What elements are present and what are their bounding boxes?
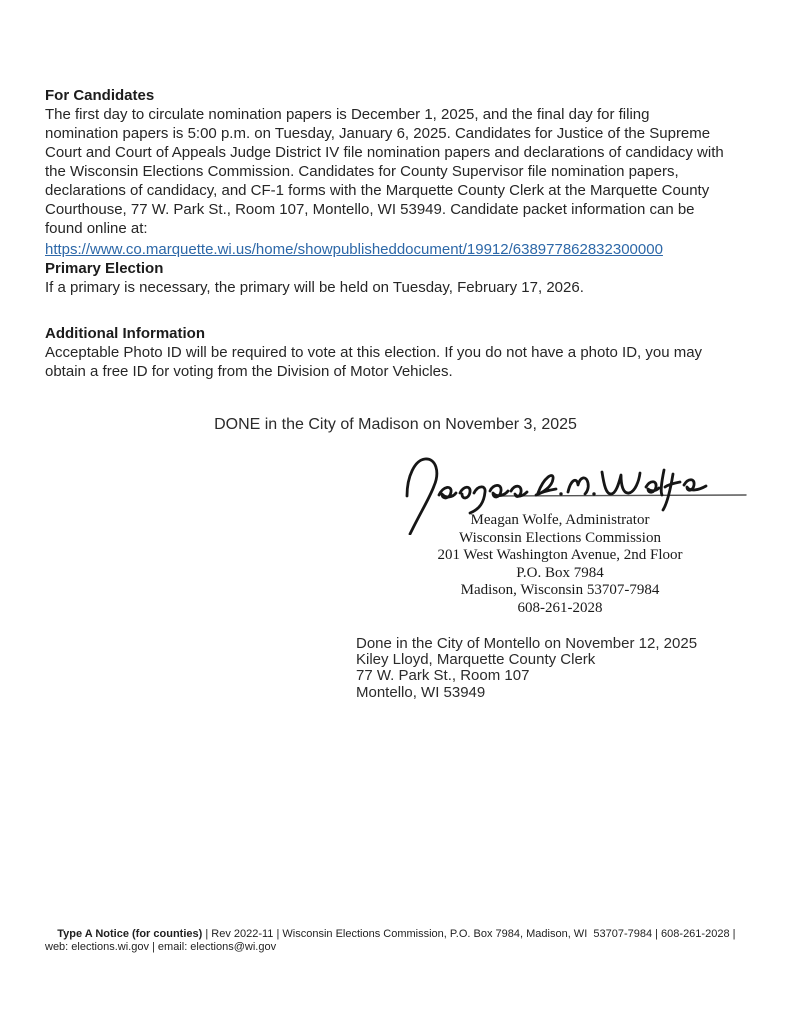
county-done-statement: Done in the City of Montello on November 12, 2025 [356, 635, 698, 652]
additional-information-body: Acceptable Photo ID will be required to vote at this election. If you do not have a photo ID, you may obtain a free ID for voting from the Division of Motor Vehicles. [45, 344, 703, 380]
notice-footer [45, 914, 753, 968]
administrator-city: Madison, Wisconsin 53707-7984 [460, 582, 660, 598]
administrator-pobox: P.O. Box 7984 [516, 564, 604, 581]
county-clerk-street: 77 W. Park St., Room 107 [356, 667, 530, 685]
for-candidates-body: The first day to circulate nomination papers is December 1, 2025, and the final day for filing nomination papers is 5:00 p.m. on Tuesday, January 6, 2025. Candidates for Justice of the Supreme Court and Court of Appeals Judge District IV file nomination papers and declarations of candidacy with the Wisconsin Elections Commission. Candidates for County Supervisor file nomination papers, declarations of candidacy, and CF-1 forms with the Marquette County Clerk at the Marquette County Courthouse, 77 W. Park St., Room 107, Montello, WI 53949. Candidate packet information can be found online at: [45, 106, 724, 237]
administrator-address-block [360, 512, 760, 617]
footer-details: | Rev 2022-11 | Wisconsin Elections Commission, P.O. Box 7984, Madison, WI 53707-7984 | 608-261-2028 | web: elections.wi.gov | email: elections@wi.gov [45, 927, 739, 953]
section-for-candidates [45, 86, 726, 259]
additional-information-heading: Additional Information [45, 325, 205, 342]
county-clerk-name: Kiley Lloyd, Marquette County Clerk [356, 651, 596, 669]
for-candidates-heading: For Candidates [45, 87, 155, 104]
footer-notice-type: Type A Notice (for counties) [57, 927, 203, 940]
done-statement: DONE in the City of Madison on November 3, 2025 [214, 416, 577, 433]
administrator-street: 201 West Washington Avenue, 2nd Floor [437, 547, 683, 563]
candidate-packet-link[interactable]: https://www.co.marquette.wi.us/home/showpublisheddocument/19912/638977862832300000 [45, 241, 663, 258]
county-clerk-block [356, 636, 697, 701]
county-clerk-city: Montello, WI 53949 [356, 683, 486, 701]
administrator-phone: 608-261-2028 [517, 599, 603, 616]
primary-election-heading: Primary Election [45, 260, 164, 277]
section-primary-election [45, 259, 726, 297]
administrator-name: Meagan Wolfe, Administrator [470, 512, 650, 528]
section-additional-information [45, 324, 726, 381]
administrator-org: Wisconsin Elections Commission [459, 529, 661, 546]
primary-election-body: If a primary is necessary, the primary will be held on Tuesday, February 17, 2026. [45, 279, 584, 296]
